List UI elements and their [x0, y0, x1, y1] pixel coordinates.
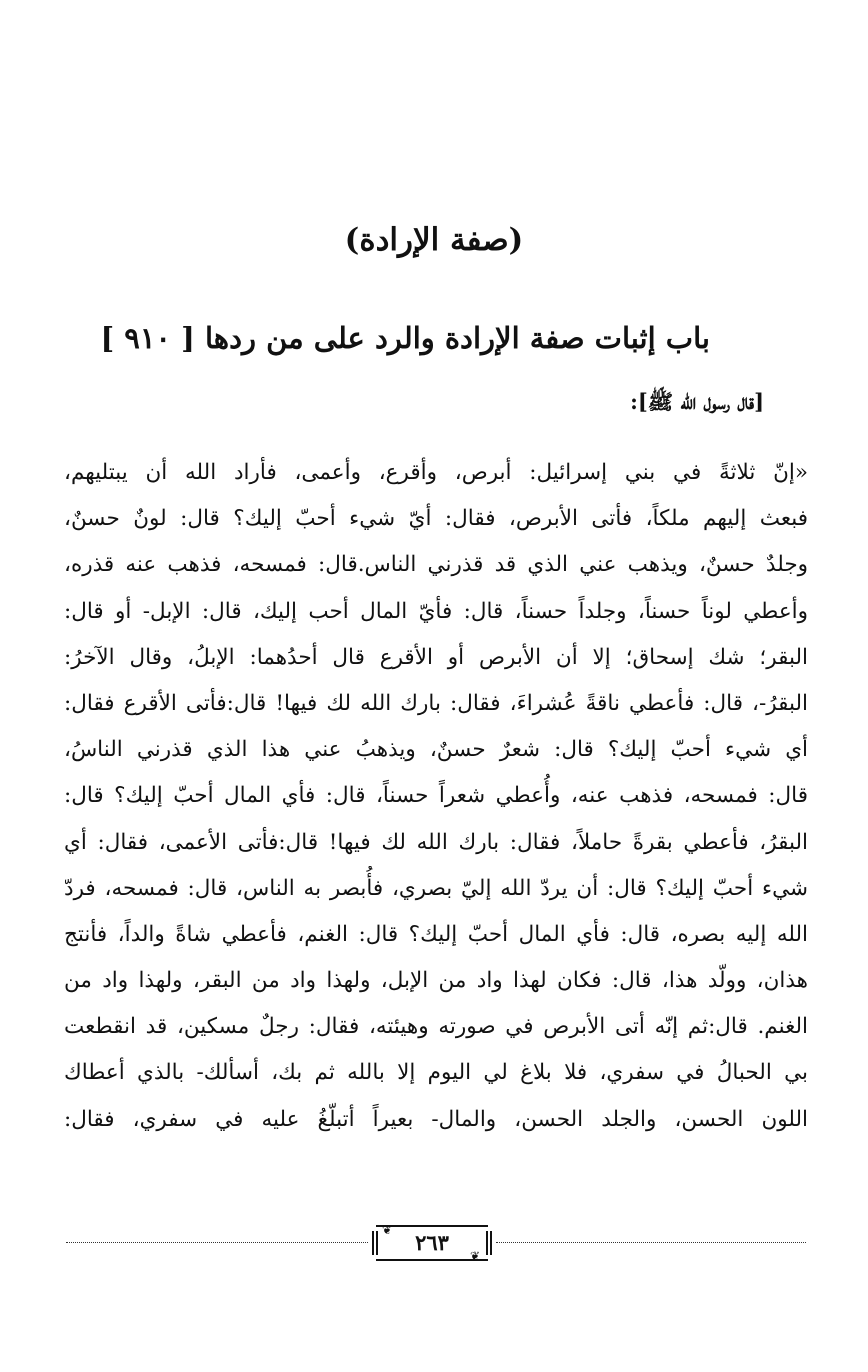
hadith-line: بي الحبالُ في سفري، فلا بلاغ لي اليوم إلا بالله ثم بك، أسألك- بالذي أعطاك — [64, 1060, 808, 1086]
hadith-line: أي شيء أحبّ إليك؟ قال: شعرٌ حسنٌ، ويذهبُ عني هذا الذي قذرني الناسُ، — [64, 737, 808, 763]
floral-ornament-icon: ❦ — [470, 1249, 481, 1263]
chapter-heading — [100, 316, 710, 360]
hadith-line: «إنّ ثلاثةً في بني إسرائيل: أبرص، وأقرع، وأعمى، فأراد الله أن يبتليهم، — [64, 460, 808, 485]
hadith-line: البقرُ، فأعطي بقرةً حاملاً، فقال: بارك الله لك فيها! قال:فأتى الأعمى، فقال: أي — [64, 829, 808, 855]
hadith-line: شيء أحبّ إليك؟ قال: أن يردّ الله إليّ بصري، فأُبصر به الناس، قال: فمسحه، فردّ — [64, 875, 808, 901]
footer-divider-left — [66, 1242, 368, 1243]
hadith-line: وأعطي لوناً حسناً، وجلداً حسناً، قال: فأيّ المال أحب إليك، قال: الإبل- أو قال: — [64, 598, 808, 624]
floral-ornament-icon: ❦ — [382, 1223, 393, 1237]
hadith-line: فبعث إليهم ملكاً، فأتى الأبرص، فقال: أيّ شيء أحبّ إليك؟ قال: لونٌ حسنٌ، — [64, 506, 808, 532]
hadith-line: الغنم. قال:ثم إنّه أتى الأبرص في صورته وهيئته، فقال: رجلٌ مسكين، قد انقطعت — [64, 1014, 808, 1040]
hadith-text — [64, 450, 808, 1143]
narrator-attribution: [قال رسول الله ﷺ]: — [630, 389, 764, 414]
hadith-line: قال: فمسحه، فذهب عنه، وأُعطي شعراً حسناً، قال: فأي المال أحبّ إليك؟ قال: — [64, 783, 808, 809]
chapter-number: [ ٩١٠ ] — [100, 321, 195, 355]
hadith-line: هذان، وولّد هذا، قال: فكان لهذا واد من الإبل، ولهذا واد من البقر، ولهذا واد من — [64, 968, 808, 994]
section-title: (صفة الإرادة) — [344, 222, 524, 258]
chapter-title: باب إثبات صفة الإرادة والرد على من ردها — [204, 321, 710, 355]
hadith-line: الله إليه بصره، قال: فأي المال أحبّ إليك؟ قال: الغنم، فأعطي شاةً والداً، فأنتج — [64, 921, 808, 947]
hadith-line: البقرُ-، قال: فأعطي ناقةً عُشراءَ، فقال: بارك الله لك فيها! قال:فأتى الأقرع فقال: — [64, 690, 808, 716]
hadith-line: اللون الحسن، والجلد الحسن، والمال- بعيراً أتبلّغُ عليه في سفري، فقال: — [64, 1106, 808, 1132]
hadith-line: وجلدٌ حسنٌ، ويذهب عني الذي قد قذرني الناس.قال: فمسحه، فذهب عنه قذره، — [64, 552, 808, 578]
footer-divider-right — [496, 1242, 806, 1243]
page-number: ٢٦٣ — [415, 1230, 449, 1255]
hadith-line: البقر؛ شك إسحاق؛ إلا أن الأبرص أو الأقرع قال أحدُهما: الإبلُ، وقال الآخرُ: — [64, 644, 808, 670]
